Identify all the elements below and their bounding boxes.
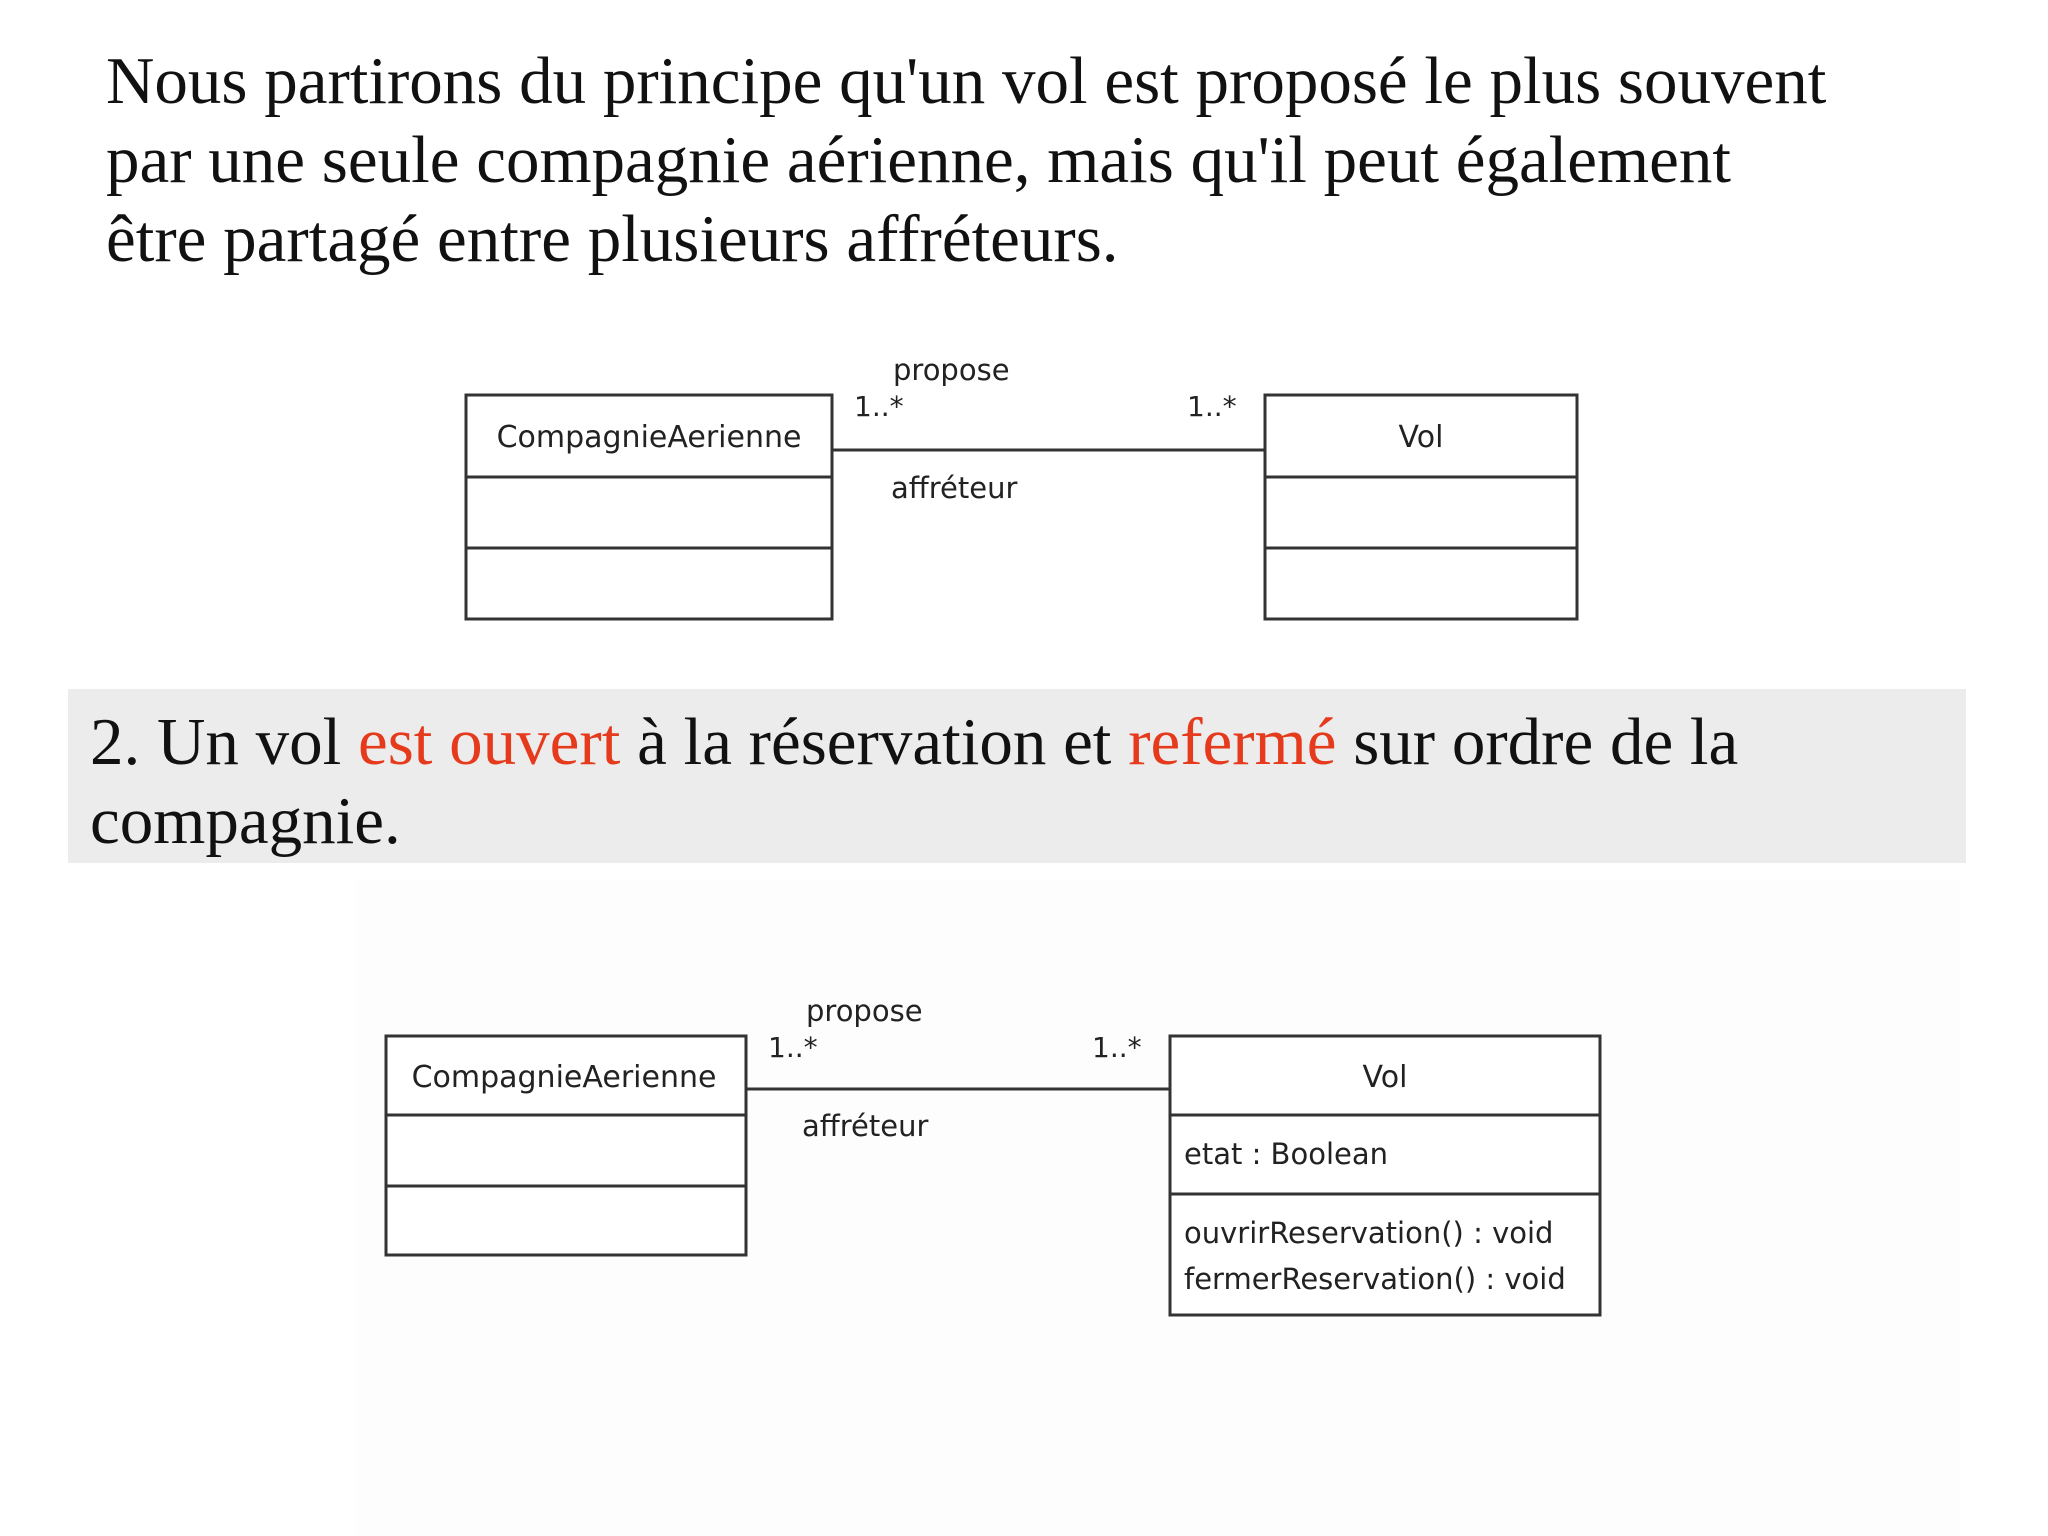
class-box-vol-2	[1170, 1036, 1600, 1315]
multiplicity-left-2: 1..*	[768, 1031, 818, 1064]
section-2-part: à la réservation et	[620, 705, 1129, 779]
association-name: propose	[893, 353, 1010, 387]
section-2-part: compagnie.	[90, 784, 401, 858]
multiplicity-left: 1..*	[854, 390, 904, 423]
attribute-etat: etat : Boolean	[1184, 1137, 1388, 1171]
section-2-part: 2. Un vol	[90, 705, 358, 779]
class-name-compagnie-aerienne-2: CompagnieAerienne	[411, 1060, 717, 1095]
section-2-part: sur ordre de la	[1336, 705, 1739, 779]
class-box-compagnie-aerienne-2	[386, 1036, 746, 1255]
multiplicity-right-2: 1..*	[1092, 1031, 1142, 1064]
intro-line-3: être partagé entre plusieurs affréteurs.	[106, 202, 1119, 276]
intro-line-2: par une seule compagnie aérienne, mais qu'il peut également	[106, 123, 1732, 197]
association-name-2: propose	[806, 994, 923, 1028]
class-name-vol: Vol	[1398, 420, 1444, 455]
class-name-vol-2: Vol	[1362, 1060, 1408, 1095]
operation-ouvrir-reservation: ouvrirReservation() : void	[1184, 1216, 1554, 1250]
highlight-est-ouvert: est ouvert	[358, 705, 621, 779]
class-name-compagnie-aerienne: CompagnieAerienne	[496, 420, 802, 455]
operation-fermer-reservation: fermerReservation() : void	[1184, 1262, 1566, 1296]
intro-line-1: Nous partirons du principe qu'un vol est proposé le plus souvent	[106, 44, 1827, 118]
multiplicity-right: 1..*	[1187, 390, 1237, 423]
role-name: affréteur	[891, 471, 1018, 505]
role-name-2: affréteur	[802, 1109, 929, 1143]
highlight-referme: refermé	[1128, 705, 1337, 779]
